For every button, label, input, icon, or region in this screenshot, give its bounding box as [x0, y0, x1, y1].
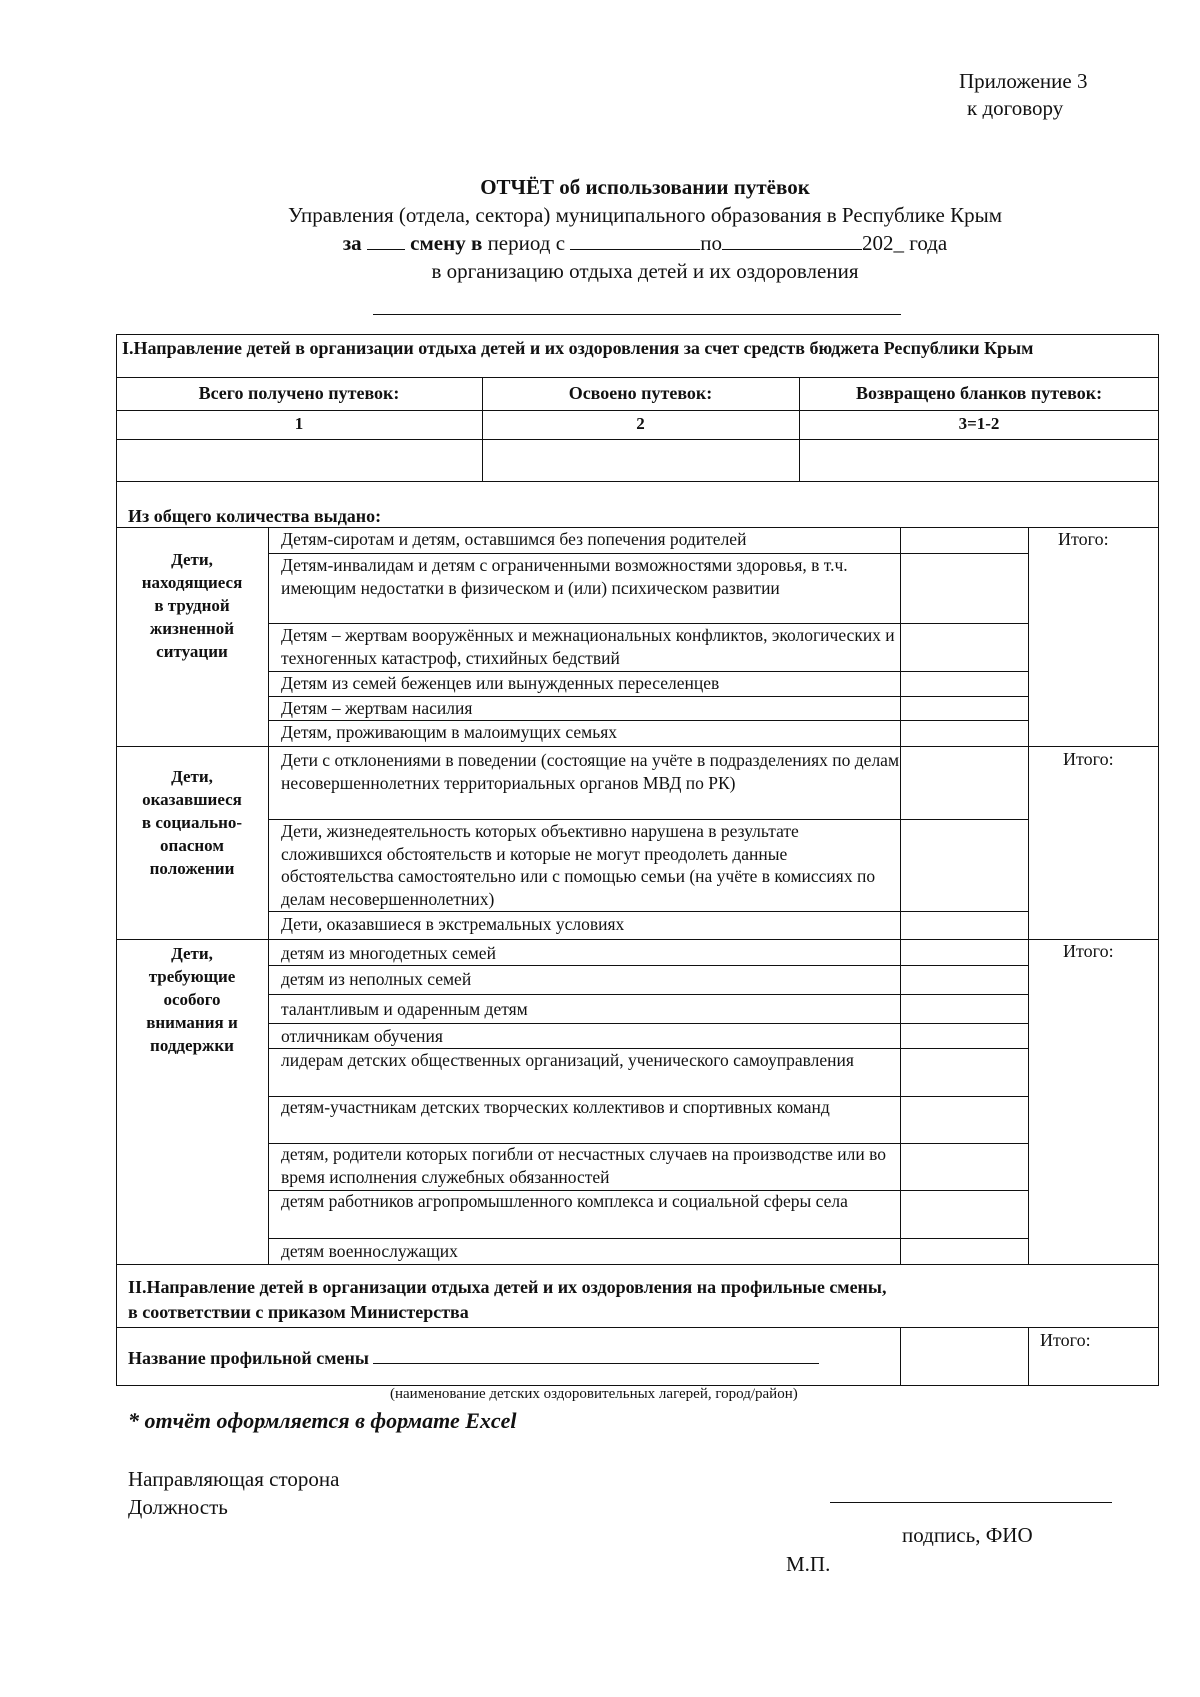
period-from-label: период с [487, 231, 566, 255]
section-2-total-label: Итого: [1040, 1330, 1091, 1350]
divider [268, 1023, 1028, 1024]
group-label-line: находящиеся [141, 573, 243, 592]
group-3-row-9: детям военнослужащих [281, 1241, 458, 1261]
position-label: Должность [128, 1495, 228, 1519]
stamp-label: М.П. [786, 1552, 831, 1576]
divider [268, 911, 1028, 912]
divider [116, 377, 1159, 378]
shift-number-blank[interactable] [367, 231, 405, 250]
section-2-line-1: II.Направление детей в организации отдыха детей и их оздоровления на профильные смены, [128, 1277, 887, 1297]
divider [116, 939, 1159, 940]
excel-note: * отчёт оформляется в формате Excel [128, 1408, 517, 1433]
divider [116, 746, 1159, 747]
group-3-row-5: лидерам детских общественных организаций, ученического самоуправления [281, 1050, 854, 1070]
col-number-2: 2 [636, 414, 645, 433]
divider [1028, 1327, 1029, 1386]
group-2-row-3: Дети, оказавшиеся в экстремальных условиях [281, 914, 625, 934]
divider [116, 1327, 1159, 1328]
group-3-row-7: детям, родители которых погибли от несчастных случаев на производстве или во время исполнения служебных обязанностей [281, 1144, 887, 1187]
signature-line[interactable] [830, 1502, 1112, 1503]
period-shift: смену в [410, 231, 483, 255]
input-used[interactable] [484, 441, 797, 479]
group-label-line: Дети, [171, 550, 213, 569]
report-period-line [0, 230, 1200, 257]
group-label-difficult-situation [116, 548, 268, 663]
section-2-title [128, 1275, 886, 1325]
report-subtitle: Управления (отдела, сектора) муниципального образования в Республике Крым [288, 203, 1002, 227]
group-3-row-1: детям из многодетных семей [281, 943, 496, 963]
group-label-line: опасном [160, 836, 224, 855]
group-label-line: жизненной [149, 619, 235, 638]
period-za: за [342, 231, 362, 255]
profile-shift-text: Название профильной смены [128, 1348, 369, 1368]
group-label-line: внимания и [146, 1013, 238, 1032]
period-year: 202_ года [862, 231, 948, 255]
group-label-line: в социально- [141, 813, 243, 832]
signature-caption: подпись, ФИО [902, 1523, 1033, 1547]
group-label-line: Дети, [171, 767, 213, 786]
divider [268, 994, 1028, 995]
section-1-title: I.Направление детей в организации отдыха детей и их оздоровления за счет средств бюджета Республики Крым [122, 338, 1034, 358]
group-2-row-1: Дети с отклонениями в поведении (состоящие на учёте в подразделениях по делам несовершеннолетних территориальных органов МВД по РК) [281, 750, 900, 793]
divider [116, 410, 1159, 411]
group-3-row-3: талантливым и одаренным детям [281, 999, 528, 1019]
group-label-line: ситуации [156, 642, 228, 661]
appendix-line-2: к договору [967, 96, 1064, 120]
divider [116, 481, 1159, 482]
group-1-row-3: Детям – жертвам вооружённых и межнациональных конфликтов, экологических и техногенных катастроф, стихийных бедствий [281, 625, 895, 668]
group-1-total-label: Итого: [1058, 529, 1109, 549]
header-used: Освоено путевок: [568, 383, 713, 403]
col-number-3: 3=1-2 [958, 414, 1000, 433]
group-label-line: особого [163, 990, 221, 1009]
divider [116, 439, 1159, 440]
group-3-row-6: детям-участникам детских творческих коллективов и спортивных команд [281, 1097, 830, 1117]
profile-shift-blank[interactable] [373, 1345, 819, 1364]
appendix-line-1: Приложение 3 [959, 69, 1088, 93]
divider [268, 1238, 1028, 1239]
group-label-socially-dangerous [116, 765, 268, 880]
group-1-row-5: Детям – жертвам насилия [281, 698, 473, 718]
group-1-row-4: Детям из семей беженцев или вынужденных переселенцев [281, 673, 720, 693]
group-3-row-8: детям работников агропромышленного комплекса и социальной сферы села [281, 1191, 848, 1211]
profile-shift-label [128, 1345, 819, 1369]
appendix-label [959, 68, 1087, 122]
group-label-line: положении [149, 859, 235, 878]
divider [116, 1264, 1159, 1265]
group-label-line: требующие [148, 967, 236, 986]
group-3-row-4: отличникам обучения [281, 1026, 443, 1046]
group-label-special-attention [116, 942, 268, 1057]
group-label-line: поддержки [150, 1036, 234, 1055]
col-number-1: 1 [294, 414, 304, 433]
divider [1028, 527, 1029, 1264]
report-title: ОТЧЁТ об использовании путёвок [480, 175, 810, 199]
group-1-row-2: Детям-инвалидам и детям с ограниченными возможностями здоровья, в т.ч. имеющим недостатки в физическом и (или) психическом развитии [281, 555, 848, 598]
input-total-received[interactable] [118, 441, 480, 479]
group-label-line: оказавшиеся [142, 790, 242, 809]
divider [268, 965, 1028, 966]
input-returned[interactable] [801, 441, 1157, 479]
group-3-total-label: Итого: [1063, 941, 1114, 961]
group-label-line: Дети, [171, 944, 213, 963]
camp-caption: (наименование детских оздоровительных лагерей, город/район) [390, 1386, 798, 1402]
group-1-row-1: Детям-сиротам и детям, оставшимся без попечения родителей [281, 529, 747, 549]
section-2-line-2: в соответствии с приказом Министерства [128, 1302, 469, 1322]
period-to-label: по [700, 231, 723, 255]
group-3-row-2: детям из неполных семей [281, 969, 472, 989]
period-from-blank[interactable] [570, 231, 700, 250]
group-label-line: в трудной [154, 596, 230, 615]
divider [900, 1327, 901, 1386]
group-1-row-6: Детям, проживающим в малоимущих семьях [281, 722, 618, 742]
issued-note: Из общего количества выдано: [128, 506, 382, 526]
header-total-received: Всего получено путевок: [198, 383, 400, 403]
divider [268, 527, 269, 1264]
report-destination: в организацию отдыха детей и их оздоровления [431, 259, 859, 283]
sender-label: Направляющая сторона [128, 1467, 340, 1491]
period-to-blank[interactable] [722, 231, 862, 250]
header-returned: Возвращено бланков путевок: [855, 383, 1103, 403]
group-2-row-2: Дети, жизнедеятельность которых объективно нарушена в результате сложившихся обстоятельств и которые не могут преодолеть данные обстоятельства самостоятельно или с помощью семьи (на учёте в комиссиях по делам несовершеннолетних) [281, 821, 876, 909]
group-2-total-label: Итого: [1063, 749, 1114, 769]
organization-blank-line[interactable] [373, 314, 901, 315]
